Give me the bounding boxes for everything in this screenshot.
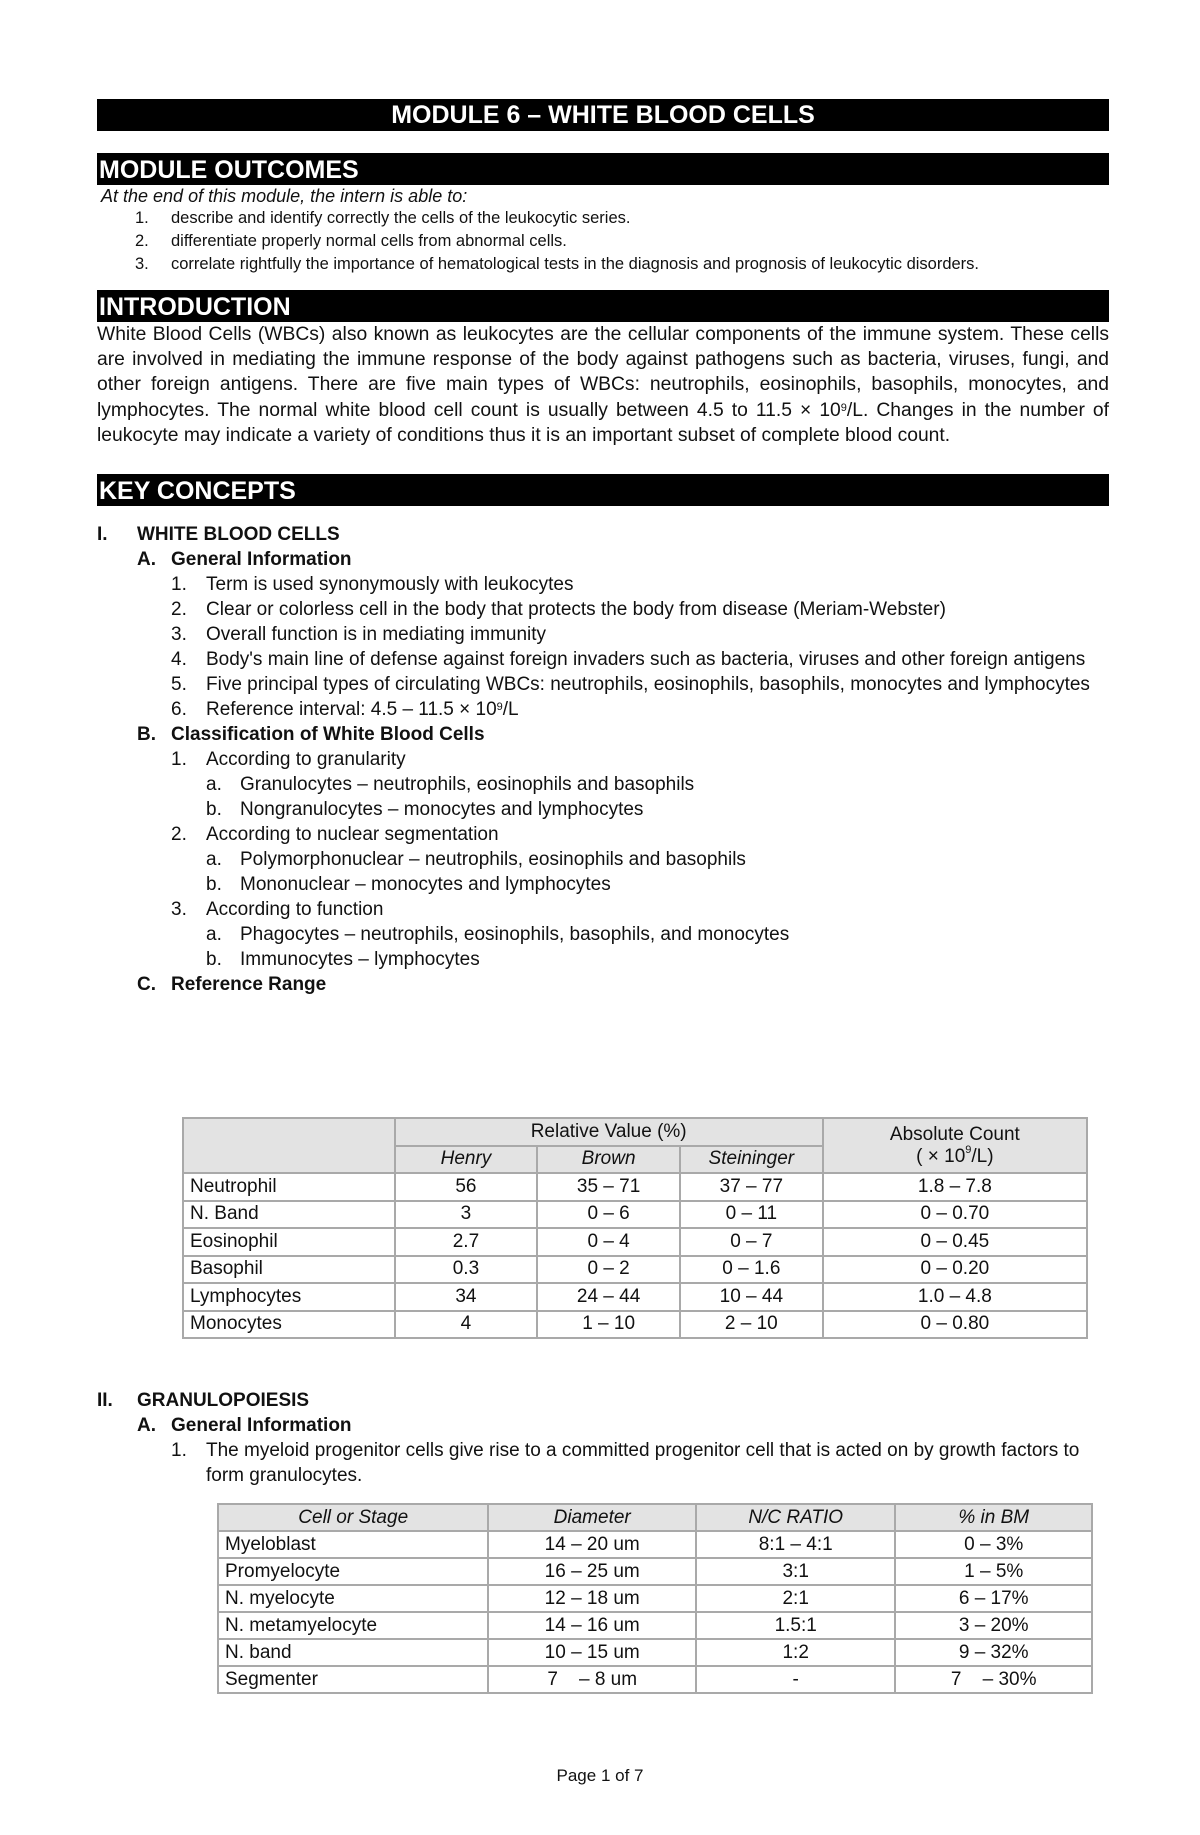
table-cell: Segmenter	[218, 1666, 488, 1693]
introduction-heading: INTRODUCTION	[97, 290, 1109, 322]
table-row	[218, 1612, 1092, 1639]
table-cell: 34	[395, 1283, 538, 1311]
table-header: N/C RATIO	[696, 1504, 895, 1531]
table-cell: 0 – 0.80	[823, 1311, 1087, 1339]
key-concepts-heading: KEY CONCEPTS	[97, 474, 1109, 506]
list-item: b. Nongranulocytes – monocytes and lymphocytes	[206, 799, 644, 821]
table-cell: N. metamyelocyte	[218, 1612, 488, 1639]
subsection-heading: C. Reference Range	[137, 974, 327, 996]
table-header: % in BM	[895, 1504, 1092, 1531]
table-cell: Myeloblast	[218, 1531, 488, 1558]
subsection-heading: A. General Information	[137, 549, 352, 571]
table-header-blank	[183, 1118, 395, 1173]
list-item: 2. According to nuclear segmentation	[171, 824, 499, 846]
list-item: 5. Five principal types of circulating WBCs: neutrophils, eosinophils, basophils, monocytes and lymphocytes	[171, 674, 1090, 696]
table-cell: 0 – 1.6	[680, 1256, 823, 1284]
outcomes-list	[97, 207, 1109, 276]
table-cell: N. band	[218, 1639, 488, 1666]
table-cell: 7 – 30%	[895, 1666, 1092, 1693]
table-cell: Neutrophil	[183, 1173, 395, 1201]
table-cell: 0 – 0.70	[823, 1201, 1087, 1229]
table-cell: -	[696, 1666, 895, 1693]
table-header: Absolute Count ( × $10^9/L$)	[823, 1118, 1087, 1173]
table-row	[218, 1558, 1092, 1585]
table-cell: 14 – 16 um	[488, 1612, 696, 1639]
outcomes-heading: MODULE OUTCOMES	[97, 153, 1109, 185]
table-cell: 1.0 – 4.8	[823, 1283, 1087, 1311]
table-cell: 0 – 6	[537, 1201, 680, 1229]
module-title: MODULE 6 – WHITE BLOOD CELLS	[97, 99, 1109, 131]
table-cell: Promyelocyte	[218, 1558, 488, 1585]
table-cell: 3	[395, 1201, 538, 1229]
table-header: Relative Value (%)	[395, 1118, 823, 1146]
list-item: b. Immunocytes – lymphocytes	[206, 949, 480, 971]
table-header: Diameter	[488, 1504, 696, 1531]
table-cell: 10 – 44	[680, 1283, 823, 1311]
table-header-row	[218, 1504, 1092, 1531]
table-cell: Basophil	[183, 1256, 395, 1284]
table-cell: 0 – 0.20	[823, 1256, 1087, 1284]
list-item: 1. Term is used synonymously with leukocytes	[171, 574, 574, 596]
list-item: 2. differentiate properly normal cells from abnormal cells.	[135, 232, 567, 250]
table-cell: 1 – 5%	[895, 1558, 1092, 1585]
table-row	[183, 1256, 1087, 1284]
table-cell: 0 – 7	[680, 1228, 823, 1256]
table-cell: 1:2	[696, 1639, 895, 1666]
list-item: 3. correlate rightfully the importance of hematological tests in the diagnosis and prognosis of leukocytic disorders.	[135, 255, 980, 273]
list-item: 3. According to function	[171, 899, 384, 921]
reference-range-table	[182, 1117, 1088, 1339]
table-cell: Lymphocytes	[183, 1283, 395, 1311]
table-header: Henry	[395, 1146, 538, 1174]
table-cell: 1.8 – 7.8	[823, 1173, 1087, 1201]
table-cell: 8:1 – 4:1	[696, 1531, 895, 1558]
list-item: b. Mononuclear – monocytes and lymphocytes	[206, 874, 611, 896]
table-cell: 0.3	[395, 1256, 538, 1284]
introduction-paragraph: White Blood Cells (WBCs) also known as leukocytes are the cellular components of the immune system. These cells are involved in mediating the immune response of the body against pathogens such as bacteria, viruses, fungi, and other foreign antigens. There are five main types of WBCs: neutrophils, eosinophils, basophils, monocytes, and lymphocytes. The normal white blood cell count is usually between 4.5 to $11.5 \times 10^9/L$. Changes in the number of leukocyte may indicate a variety of conditions thus it is an important subset of complete blood count.	[97, 324, 1109, 446]
list-item: a. Polymorphonuclear – neutrophils, eosinophils and basophils	[206, 849, 746, 871]
table-cell: 3 – 20%	[895, 1612, 1092, 1639]
table-header-row	[183, 1118, 1087, 1146]
section-heading: I. WHITE BLOOD CELLS	[97, 524, 340, 546]
table-row	[183, 1228, 1087, 1256]
document-page	[97, 99, 1109, 997]
table-cell: 10 – 15 um	[488, 1639, 696, 1666]
table-header: Cell or Stage	[218, 1504, 488, 1531]
list-item: a. Granulocytes – neutrophils, eosinophils and basophils	[206, 774, 695, 796]
table-cell: 4	[395, 1311, 538, 1339]
table-row	[218, 1585, 1092, 1612]
table-cell: 2:1	[696, 1585, 895, 1612]
table-cell: 6 – 17%	[895, 1585, 1092, 1612]
table-cell: N. myelocyte	[218, 1585, 488, 1612]
table-row	[218, 1531, 1092, 1558]
table-cell: 16 – 25 um	[488, 1558, 696, 1585]
subsection-heading: B. Classification of White Blood Cells	[137, 724, 485, 746]
table-cell: 2.7	[395, 1228, 538, 1256]
key-concepts-outline	[97, 522, 1109, 997]
table-cell: 0 – 2	[537, 1256, 680, 1284]
table-row	[183, 1311, 1087, 1339]
list-item: 1. According to granularity	[171, 749, 406, 771]
table-row	[218, 1639, 1092, 1666]
list-item: a. Phagocytes – neutrophils, eosinophils, basophils, and monocytes	[206, 924, 790, 946]
table-cell: 2 – 10	[680, 1311, 823, 1339]
table-cell: 9 – 32%	[895, 1639, 1092, 1666]
page-number: Page 1 of 7	[556, 1766, 644, 1785]
list-item: 3. Overall function is in mediating immunity	[171, 624, 547, 646]
table-cell: 1 – 10	[537, 1311, 680, 1339]
table-cell: 0 – 11	[680, 1201, 823, 1229]
table-cell: Eosinophil	[183, 1228, 395, 1256]
list-item: 1. The myeloid progenitor cells give rise to a committed progenitor cell that is acted on by growth factors to form granulocytes.	[171, 1440, 1080, 1486]
granulopoiesis-section	[97, 1388, 1109, 1488]
table-cell: 0 – 3%	[895, 1531, 1092, 1558]
table-cell: 0 – 4	[537, 1228, 680, 1256]
table-cell: 7 – 8 um	[488, 1666, 696, 1693]
section-heading: II. GRANULOPOIESIS	[97, 1390, 310, 1411]
subsection-heading: A. General Information	[137, 1415, 352, 1436]
table-row	[183, 1201, 1087, 1229]
list-item: 1. describe and identify correctly the cells of the leukocytic series.	[135, 209, 631, 227]
table-cell: 14 – 20 um	[488, 1531, 696, 1558]
list-item: 4. Body's main line of defense against foreign invaders such as bacteria, viruses and other foreign antigens	[171, 649, 1086, 671]
list-item: 2. Clear or colorless cell in the body that protects the body from disease (Meriam-Webster)	[171, 599, 946, 621]
table-cell: 1.5:1	[696, 1612, 895, 1639]
table-header: Steininger	[680, 1146, 823, 1174]
granulocyte-stage-table	[217, 1503, 1093, 1694]
outcomes-intro: At the end of this module, the intern is able to:	[101, 186, 468, 206]
table-cell: N. Band	[183, 1201, 395, 1229]
table-cell: 35 – 71	[537, 1173, 680, 1201]
table-cell: 56	[395, 1173, 538, 1201]
table-header: Brown	[537, 1146, 680, 1174]
table-row	[183, 1283, 1087, 1311]
table-cell: 0 – 0.45	[823, 1228, 1087, 1256]
table-cell: 24 – 44	[537, 1283, 680, 1311]
table-row	[218, 1666, 1092, 1693]
table-cell: Monocytes	[183, 1311, 395, 1339]
table-row	[183, 1173, 1087, 1201]
table-cell: 37 – 77	[680, 1173, 823, 1201]
table-cell: 3:1	[696, 1558, 895, 1585]
list-item: 6. Reference interval: $4.5 - 11.5 \times 10^9/L$	[171, 699, 519, 721]
table-cell: 12 – 18 um	[488, 1585, 696, 1612]
